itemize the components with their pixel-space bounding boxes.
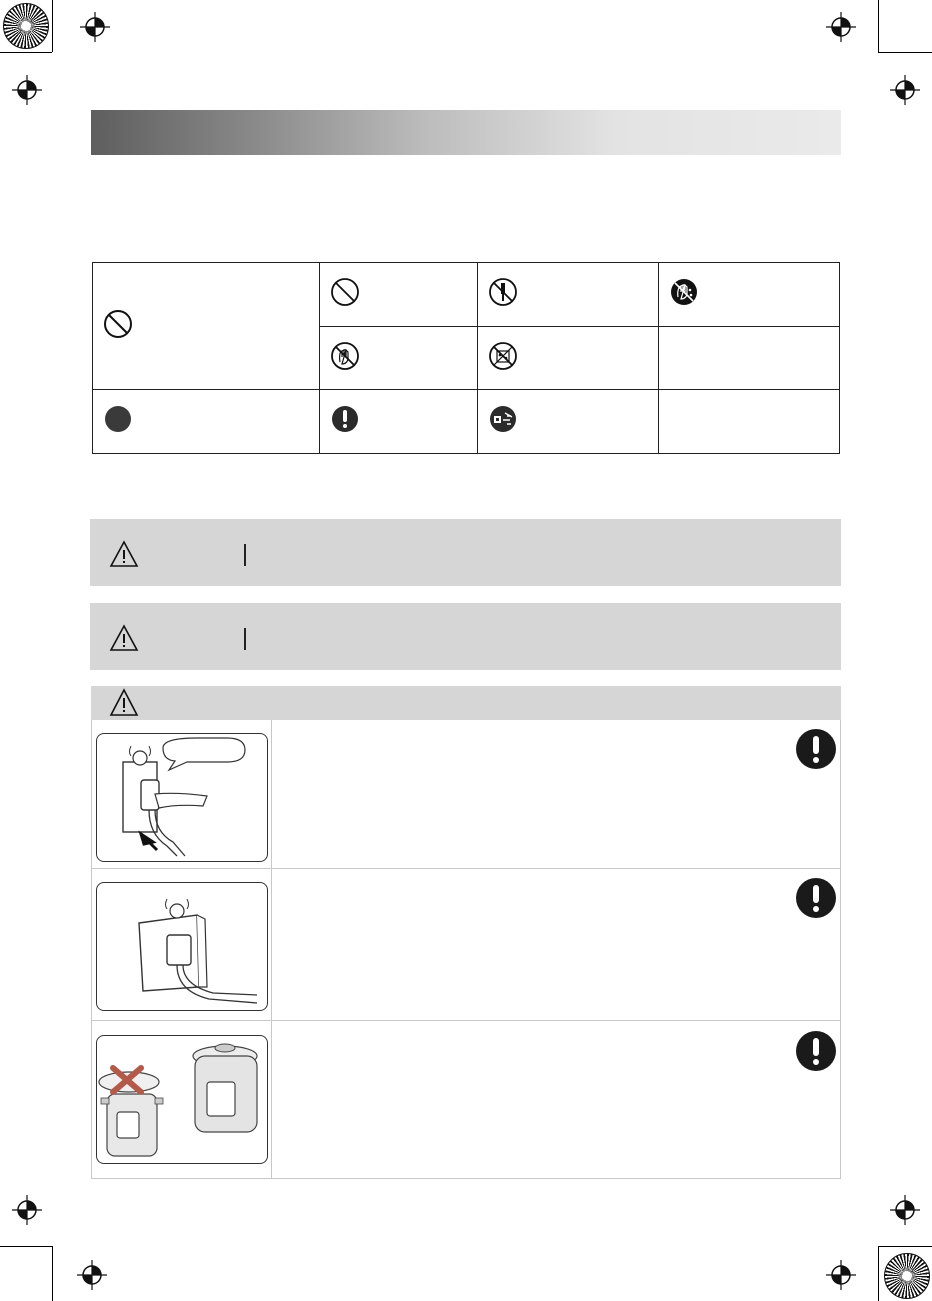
warnings-frame-header [91, 686, 841, 720]
legend-cell [320, 263, 477, 327]
no-wet-hands-icon [669, 277, 699, 307]
plug-insertion-illustration [96, 733, 268, 862]
registration-mark-icon [890, 1195, 920, 1225]
mandatory-action-icon [796, 729, 836, 769]
no-touch-icon [330, 341, 360, 371]
legend-cell [320, 327, 477, 390]
no-disassembly-icon [488, 277, 518, 307]
crop-line [878, 1246, 932, 1247]
mandatory-action-icon [103, 404, 133, 434]
frame-column-divider [271, 720, 272, 1179]
frame-row-divider [91, 1020, 841, 1021]
registration-mark-icon [77, 1260, 107, 1290]
plug-fully-inserted-illustration [96, 882, 268, 1011]
registration-mark-icon [12, 1195, 42, 1225]
prohibition-icon [103, 309, 133, 339]
legend-empty-cell [658, 327, 839, 390]
legend-empty-cell [658, 390, 839, 454]
warning-triangle-icon [109, 540, 139, 568]
prohibition-icon [330, 277, 360, 307]
crop-line [878, 1246, 879, 1301]
legend-prohibition-cell [93, 263, 320, 390]
registration-mark-icon [12, 75, 42, 105]
legend-cell [477, 390, 658, 454]
pressure-cooker-illustration [96, 1035, 268, 1164]
legend-mandatory-cell [93, 390, 320, 454]
crop-line [52, 0, 53, 52]
crop-line [0, 1246, 52, 1247]
section-title-banner [91, 110, 841, 155]
starburst-target-icon [3, 3, 49, 49]
unplug-icon [488, 404, 518, 434]
notice-separator [244, 544, 246, 566]
frame-row-divider [91, 868, 841, 869]
crop-line [878, 52, 932, 53]
warning-triangle-icon [109, 688, 139, 718]
crop-line [52, 1246, 53, 1301]
registration-mark-icon [80, 12, 110, 42]
symbol-legend-table [92, 262, 840, 454]
notice-separator [244, 628, 246, 650]
legend-cell [477, 327, 658, 390]
no-contact-icon [488, 341, 518, 371]
legend-cell [477, 263, 658, 327]
crop-line [878, 0, 879, 52]
mandatory-action-icon [796, 1031, 836, 1071]
warning-triangle-icon [109, 624, 139, 652]
legend-cell [658, 263, 839, 327]
legend-cell [320, 390, 477, 454]
starburst-target-icon [884, 1253, 930, 1299]
caution-notice-bar [90, 603, 841, 670]
warning-notice-bar [90, 519, 841, 586]
crop-line [0, 52, 52, 53]
registration-mark-icon [826, 12, 856, 42]
registration-mark-icon [826, 1260, 856, 1290]
mandatory-action-icon [796, 878, 836, 918]
registration-mark-icon [890, 75, 920, 105]
mandatory-action-icon [330, 404, 360, 434]
